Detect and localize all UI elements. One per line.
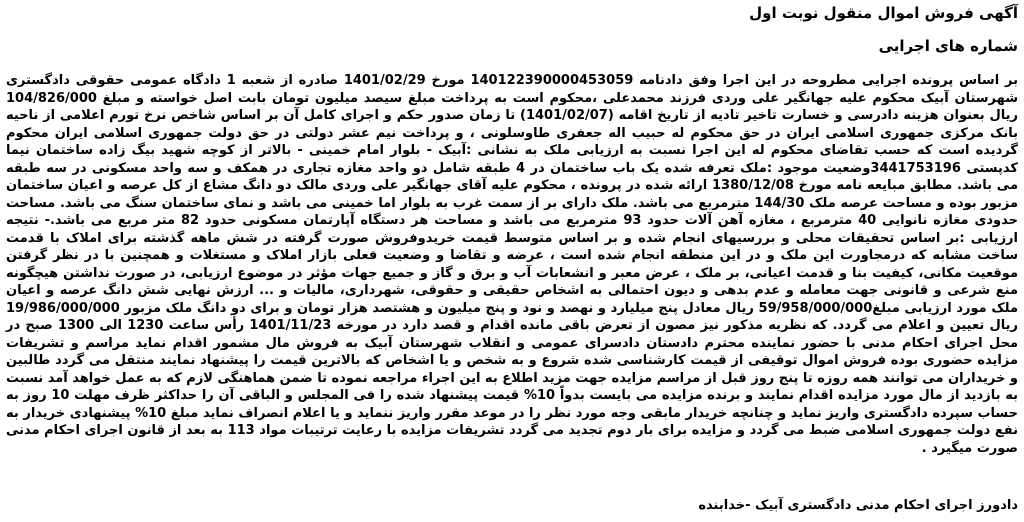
notice-signature: دادورز اجرای احکام مدنی دادگستری آبیک -خدابنده xyxy=(698,498,1018,513)
legal-notice xyxy=(6,0,1018,522)
notice-title: آگهی فروش اموال منقول نوبت اول xyxy=(749,4,1018,22)
notice-subtitle: شماره های اجرایی xyxy=(878,37,1018,55)
notice-body: بر اساس پرونده اجرایی مطروحه در این اجرا وفق دادنامه 140122390000453059 مورخ 1401/02/29 صادره از شعبه 1 دادگاه عمومی حقوقی دادگستری شهرستان آبیک محکوم علیه جهانگیر علی وردی فرزند محمدعلی ،محکوم است به پرداخت مبلغ سیصد میلیون تومان بابت اصل خواسته و مبلغ 104/826/000 ریال بعنوان هزینه دادرسی و خسارت تاخیر تادیه از تاریخ اقامه (1401/02/07) تا زمان صدور حکم و اجرای کامل آن بر اساس شاخص نرخ تورم اعلامی از ناحیه بانک مرکزی جمهوری اسلامی ایران در حق محکوم له حبیب اله جعفری طاوسلونی ، و پرداخت نیم عشر دولتی در حق دولت جمهوری اسلامی ایران محکوم گردیده است که حسب تقاضای محکوم له این اجرا نسبت به ارزیابی ملک به نشانی :آبیک - بلوار امام خمینی - بالاتر از کوچه شهید بیگ زاده ساختمان نیما کدپستی 3441753196وضعیت موجود :ملک تعرفه شده یک باب ساختمان در 4 طبقه شامل دو واحد مغازه تجاری در همکف و سه واحد مسکونی در سه طبقه می باشد. مطابق مبایعه نامه مورخ 1380/12/08 ارائه شده در پرونده ، محکوم علیه آقای جهانگیر علی وردی مالک دو دانگ مشاع از کل عرصه و اعیان ساختمان مزبور بوده و مساحت عرصه ملک 144/30 مترمربع می باشد. ملک دارای بر از سمت غرب به بلوار اما خمینی می باشد و نمای ساختمان سنگ می باشد. مساحت حدودی مغازه نانوایی 40 مترمربع ، مغازه آهن آلات حدود 93 مترمربع می باشد و مساحت هر دستگاه آپارتمان مسکونی حدود 82 متر مربع می باشد.- نتیجه ارزیابی :بر اساس تحقیقات محلی و بررسیهای انجام شده و بر اساس متوسط قیمت خریدوفروش صورت گرفته در شش ماهه گذشته برای املاک با قدمت ساخت مشابه که درمجاورت این ملک و در این منطقه انجام شده است ، عرضه و تقاضا و وضعیت فعلی بازار املاک و مستغلات و همچنین با در نظر گرفتن موقعیت مکانی، کیفیت بنا و قدمت اعیانی، بر ملک ، عرض معبر و انشعابات آب و برق و گاز و جمیع جهات مؤثر در موضوع ارزیابی، در صورت نداشتن هیچگونه منع شرعی و قانونی جهت معامله و عدم بدهی و دیون احتمالی به اشخاص حقیقی و حقوقی، شهرداری، مالیات و ... ارزش نهایی شش دانگ عرصه و اعیان ملک مورد ارزیابی مبلغ59/958/000/000 ریال معادل پنج میلیارد و نهصد و نود و پنج میلیون و هشتصد هزار تومان و برای دو دانگ ملک مزبور 19/986/000/000 ریال تعیین و اعلام می گردد. که نظریه مذکور نیز مصون از تعرض باقی مانده اقدام و قصد دارد در مورخه 1401/11/23 رأس ساعت 1230 الی 1300 صبح در محل اجرای احکام مدنی با حضور نماینده محترم دادستان دادسرای عمومی و انقلاب شهرستان آبیک به فروش مال مشمور اقدام نماید مراسم و تشریفات مزایده حضوری بوده فروش اموال توقیفی از قیمت کارشناسی شده شروع و به شخص و یا اشخاص که بالاترین قیمت را پیشنهاد نمایند منتقل می گردد طالبین و خریداران می توانند همه روزه تا پنج روز قبل از مراسم مزایده جهت مزید اطلاع به این اجراء مراجعه نموده تا ضمن هماهنگی لازم که به عمل خواهد آمد نسبت به بازدید از مال مورد مزایده اقدام نمایند و برنده مزایده می بایست بدواً 10% قیمت پیشنهاد شده را فی المجلس و الباقی آن را حداکثر ظرف مهلت 10 روز به حساب سپرده دادگستری واریز نماید و چنانچه خریدار مابقی وجه مورد نظر را در موعد مقرر واریز ننماید و یا اعلام انصراف نماید مبلغ 10% پیشنهادی خریدار به نفع دولت جمهوری اسلامی ضبط می گردد و مزایده برای بار دوم تجدید می گردد تشریفات مزایده با رعایت ترتیبات مواد 113 به بعد از قانون اجرای احکام مدنی صورت میگیرد . xyxy=(6,73,1019,456)
